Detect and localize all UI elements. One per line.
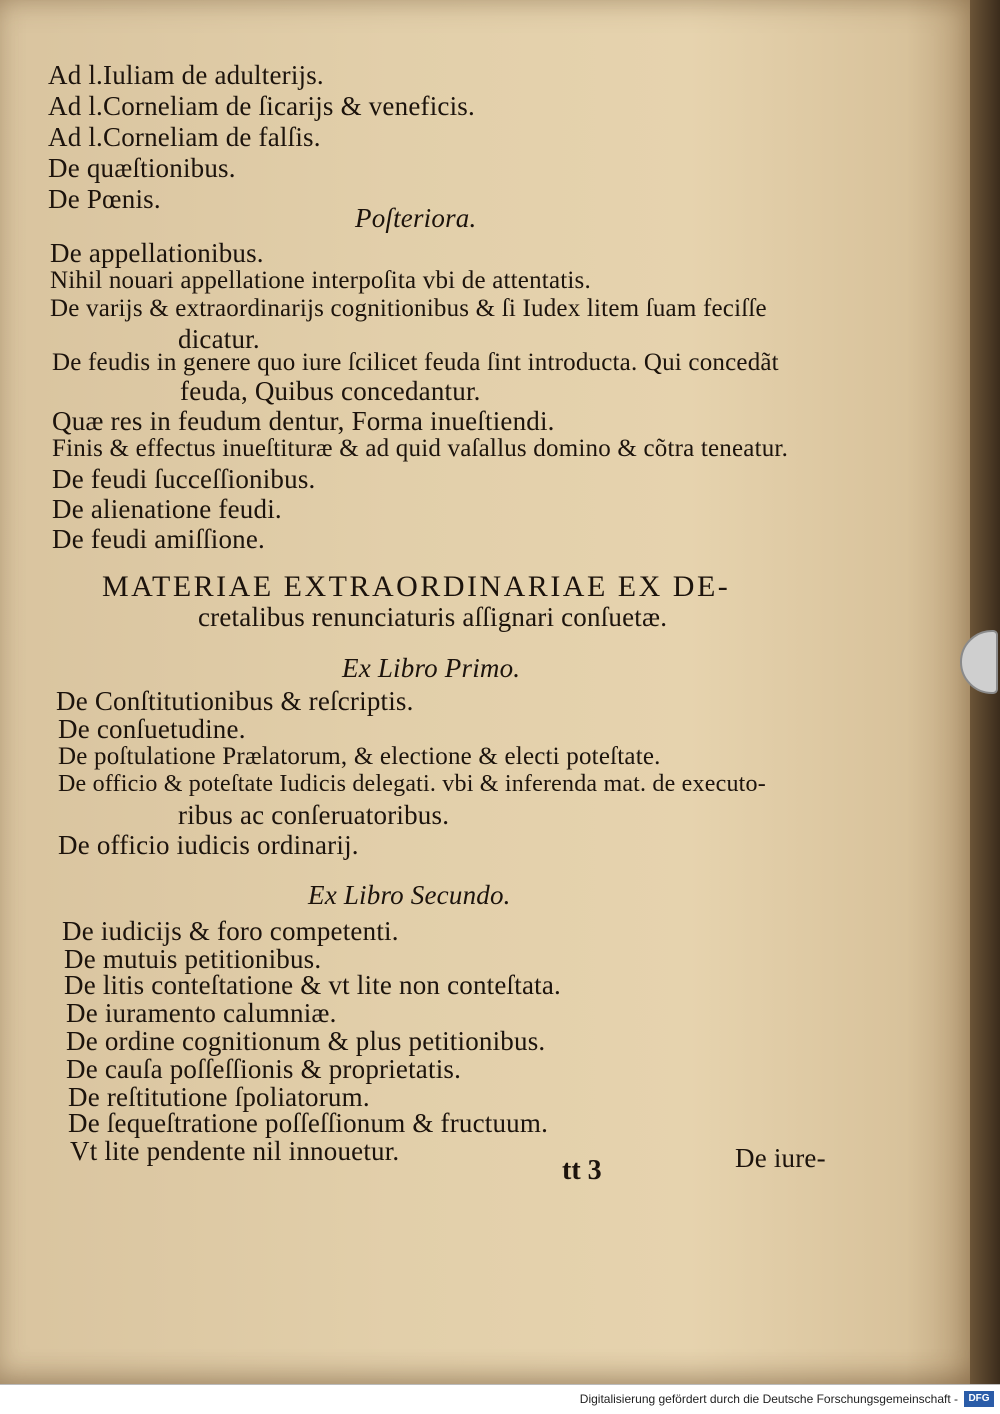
text-line: De ordine cognitionum & plus petitionibus. xyxy=(66,1026,546,1056)
dfg-logo: DFG xyxy=(964,1391,994,1407)
text-line: De ſequeſtratione poſſeſſionum & fructuum. xyxy=(68,1108,549,1138)
section-heading: Ex Libro Secundo. xyxy=(308,880,511,910)
text-line: De alienatione feudi. xyxy=(52,494,282,524)
text-line: De cauſa poſſeſſionis & proprietatis. xyxy=(66,1054,462,1084)
text-line: De varijs & extraordinarijs cognitionibus & ſi Iudex litem ſuam feciſſe xyxy=(50,295,767,322)
footer-bar xyxy=(0,1384,1000,1414)
funding-notice: Digitalisierung gefördert durch die Deutsche Forschungsgemeinschaft - xyxy=(579,1392,958,1406)
text-line: De quæſtionibus. xyxy=(48,153,236,183)
text-line: Ad l.Corneliam de ſicarijs & veneficis. xyxy=(48,91,475,121)
text-line: De iuramento calumniæ. xyxy=(66,998,337,1028)
text-line: Ad l.Corneliam de falſis. xyxy=(48,122,321,152)
text-line: Quæ res in feudum dentur, Forma inueſtiendi. xyxy=(52,406,555,436)
text-line: De poſtulatione Prælatorum, & electione & electi poteſtate. xyxy=(58,743,661,770)
text-line: De mutuis petitionibus. xyxy=(64,944,322,974)
text-line: De feudi ſucceſſionibus. xyxy=(52,464,316,494)
text-line: De conſuetudine. xyxy=(58,714,246,744)
text-line: Nihil nouari appellatione interpoſita vbi de attentatis. xyxy=(50,267,591,294)
text-line: dicatur. xyxy=(178,324,260,354)
text-line: De officio iudicis ordinarij. xyxy=(58,830,359,860)
signature-mark: tt 3 xyxy=(562,1155,602,1186)
text-line: De Conſtitutionibus & reſcriptis. xyxy=(56,686,414,716)
text-line: De reſtitutione ſpoliatorum. xyxy=(68,1082,370,1112)
main-heading-continuation: cretalibus renunciaturis aſſignari conſuetæ. xyxy=(198,602,668,632)
section-heading: Ex Libro Primo. xyxy=(342,653,521,683)
section-heading: Poſteriora. xyxy=(355,203,477,233)
text-line: De appellationibus. xyxy=(50,238,264,268)
text-line: De iudicijs & foro competenti. xyxy=(62,916,399,946)
text-line: De Pœnis. xyxy=(48,184,161,214)
text-line: De feudi amiſſione. xyxy=(52,524,265,554)
text-line: De litis conteſtatione & vt lite non conteſtata. xyxy=(64,970,561,1000)
main-heading: MATERIAE EXTRAORDINARIAE EX DE- xyxy=(102,570,731,603)
text-line: ribus ac conſeruatoribus. xyxy=(178,800,450,830)
text-line: feuda, Quibus concedantur. xyxy=(180,376,481,406)
text-line: Ad l.Iuliam de adulterijs. xyxy=(48,60,324,90)
catchword: De iure- xyxy=(735,1143,826,1173)
text-line: Finis & effectus inueſtituræ & ad quid vaſallus domino & cõtra teneatur. xyxy=(52,435,789,462)
text-line: Vt lite pendente nil innouetur. xyxy=(70,1136,400,1166)
text-line: De officio & poteſtate Iudicis delegati. vbi & inferenda mat. de executo- xyxy=(58,771,766,797)
text-line: De feudis in genere quo iure ſcilicet feuda ſint introducta. Qui concedãt xyxy=(52,349,779,376)
